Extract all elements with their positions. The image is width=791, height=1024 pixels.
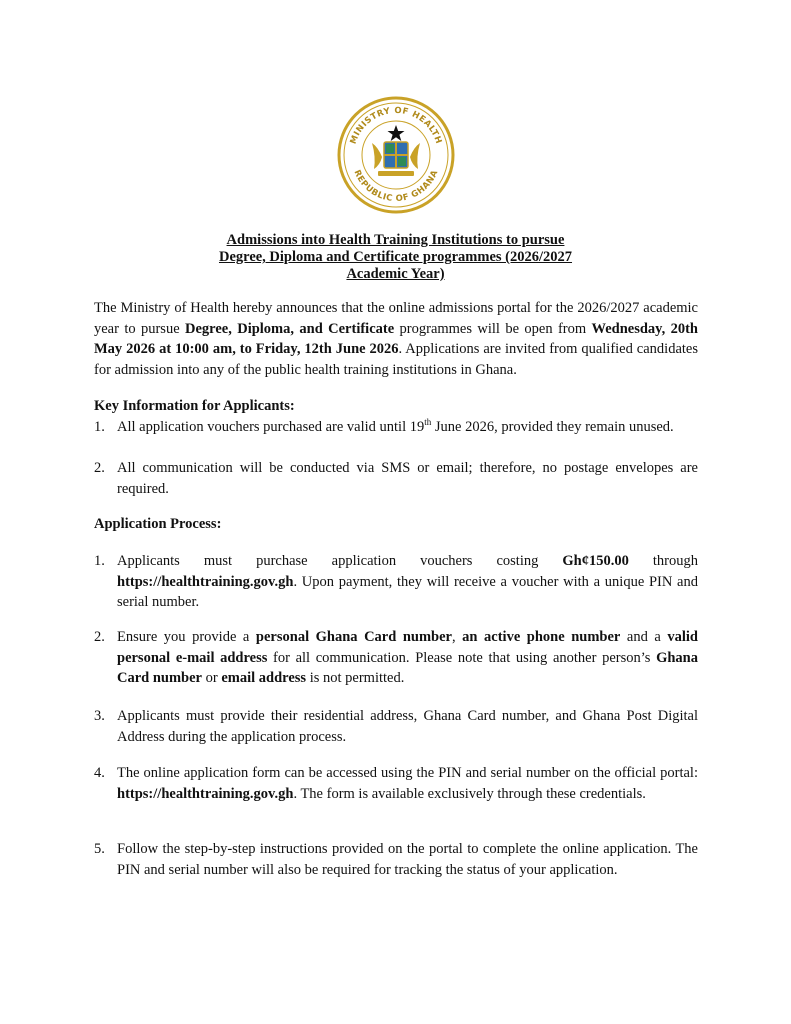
key-info-item-2 — [94, 458, 698, 499]
list-number: 2. — [94, 629, 105, 645]
list-number: 1. — [94, 553, 105, 569]
process-item-3 — [94, 706, 698, 747]
list-number: 3. — [94, 708, 105, 724]
list-text: Applicants must provide their residential address, Ghana Card number, and Ghana Post Digital Address during the application process. — [117, 708, 698, 745]
list-text: Ensure you provide a personal Ghana Card number, an active phone number and a valid personal e-mail address for all communication. Please note that using another person’s Ghana Card number or email address is not permitted. — [117, 629, 698, 686]
list-text: Follow the step-by-step instructions provided on the portal to complete the online application. The PIN and serial number will also be required for tracking the status of your application. — [117, 841, 698, 878]
list-number: 1. — [94, 419, 105, 435]
process-item-1 — [94, 551, 698, 613]
list-number: 2. — [94, 460, 105, 476]
process-item-5 — [94, 839, 698, 880]
document-title — [0, 232, 791, 283]
key-info-item-1 — [94, 417, 698, 438]
list-number: 4. — [94, 765, 105, 781]
title-line-3: Academic Year) — [346, 266, 445, 282]
key-info-heading: Key Information for Applicants: — [94, 398, 295, 414]
title-line-1: Admissions into Health Training Institutions to pursue — [226, 232, 565, 248]
process-item-2 — [94, 627, 698, 689]
list-number: 5. — [94, 841, 105, 857]
title-line-2: Degree, Diploma and Certificate programmes (2026/2027 — [218, 249, 573, 265]
process-item-4 — [94, 763, 698, 804]
svg-text:REPUBLIC OF GHANA: REPUBLIC OF GHANA — [351, 168, 441, 205]
list-text: Applicants must purchase application vouchers costing Gh¢150.00 through https://healthtraining.gov.gh. Upon payment, they will receive a voucher with a unique PIN and serial number. — [117, 553, 698, 610]
intro-paragraph: The Ministry of Health hereby announces that the online admissions portal for the 2026/2027 academic year to pursue Degree, Diploma, and Certificate programmes will be open from Wednesday, 20th May 2026 at 10:00 am, to Friday, 12th June 2026. Applications are invited from qualified candidates for admission into any of the public health training institutions in Ghana. — [94, 300, 698, 378]
list-text: All communication will be conducted via SMS or email; therefore, no postage envelopes are required. — [117, 460, 698, 497]
ministry-of-health-seal — [336, 95, 456, 215]
list-text: The online application form can be accessed using the PIN and serial number on the official portal: https://healthtraining.gov.gh. The form is available exclusively through these credentials. — [117, 765, 698, 802]
svg-text:MINISTRY OF HEALTH: MINISTRY OF HEALTH — [348, 105, 444, 146]
list-text: All application vouchers purchased are valid until 19th June 2026, provided they remain unused. — [117, 417, 674, 435]
application-process-heading: Application Process: — [94, 516, 222, 532]
